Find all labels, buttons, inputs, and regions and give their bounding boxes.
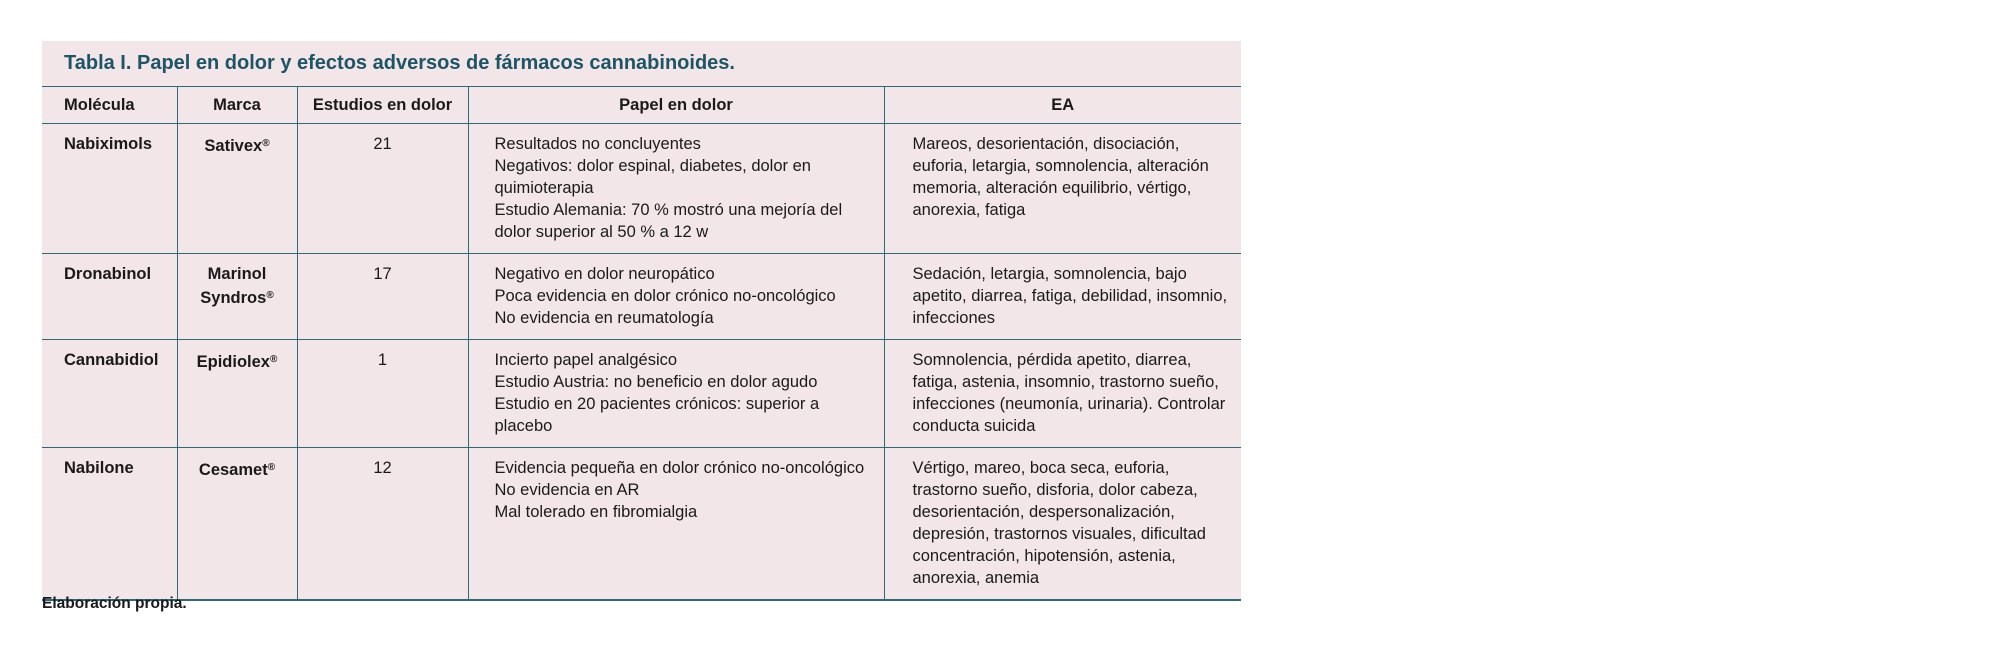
pain-role-item: Evidencia pequeña en dolor crónico no-oncológico	[494, 459, 865, 477]
pain-role-item: Mal tolerado en fibromialgia	[494, 503, 698, 521]
brand-name: Syndros®	[200, 289, 274, 307]
pain-role-item: No evidencia en AR	[494, 481, 640, 499]
brand-cell	[177, 448, 297, 600]
table-row	[42, 124, 1241, 254]
table-title: Tabla I. Papel en dolor y efectos adversos de fármacos cannabinoides.	[42, 41, 1241, 87]
brand-name: Cesamet®	[198, 461, 276, 479]
pain-role-item: Estudio en 20 pacientes crónicos: superior a placebo	[494, 395, 820, 435]
pain-role-cell	[468, 340, 884, 448]
pain-role-item: Negativos: dolor espinal, diabetes, dolor en quimioterapia	[494, 157, 811, 197]
pain-role-cell	[468, 124, 884, 254]
pain-role-item: No evidencia en reumatología	[494, 309, 714, 327]
molecule-cell: Nabiximols	[42, 124, 177, 254]
pain-role-cell	[468, 448, 884, 600]
brand-cell	[177, 124, 297, 254]
pain-role-item: Incierto papel analgésico	[494, 351, 678, 369]
header-role: Papel en dolor	[468, 87, 884, 124]
pain-role-item: Estudio Austria: no beneficio en dolor agudo	[494, 373, 818, 391]
header-row	[42, 87, 1241, 124]
header-studies: Estudios en dolor	[297, 87, 468, 124]
pain-role-item: Estudio Alemania: 70 % mostró una mejoría del dolor superior al 50 % a 12 w	[494, 201, 843, 241]
header-molecule: Molécula	[42, 87, 177, 124]
studies-count-cell: 17	[297, 254, 468, 340]
pain-role-item: Negativo en dolor neuropático	[494, 265, 715, 283]
molecule-cell: Cannabidiol	[42, 340, 177, 448]
table-row	[42, 254, 1241, 340]
adverse-effects-cell: Sedación, letargia, somnolencia, bajo apetito, diarrea, fatiga, debilidad, insomnio, infecciones	[884, 254, 1241, 340]
cannabinoid-table	[42, 87, 1241, 599]
pain-role-item: Resultados no concluyentes	[494, 135, 701, 153]
header-brand: Marca	[177, 87, 297, 124]
brand-name: Sativex®	[204, 137, 270, 155]
adverse-effects-cell: Somnolencia, pérdida apetito, diarrea, fatiga, astenia, insomnio, trastorno sueño, infecciones (neumonía, urinaria). Controlar conducta suicida	[884, 340, 1241, 448]
adverse-effects-cell: Mareos, desorientación, disociación, euforia, letargia, somnolencia, alteración memoria, alteración equilibrio, vértigo, anorexia, fatiga	[884, 124, 1241, 254]
table-row	[42, 448, 1241, 600]
table-container	[42, 41, 1241, 601]
brand-name: Epidiolex®	[196, 353, 278, 371]
brand-name: Marinol	[207, 265, 267, 283]
table-row	[42, 340, 1241, 448]
molecule-cell: Dronabinol	[42, 254, 177, 340]
footnote: Elaboración propia.	[42, 595, 187, 612]
brand-cell	[177, 340, 297, 448]
adverse-effects-cell: Vértigo, mareo, boca seca, euforia, trastorno sueño, disforia, dolor cabeza, desorientación, despersonalización, depresión, trastornos visuales, dificultad concentración, hipotensión, astenia, anorexia, anemia	[884, 448, 1241, 600]
studies-count-cell: 1	[297, 340, 468, 448]
pain-role-item: Poca evidencia en dolor crónico no-oncológico	[494, 287, 836, 305]
molecule-cell: Nabilone	[64, 459, 134, 477]
pain-role-cell	[468, 254, 884, 340]
studies-count-cell: 21	[297, 124, 468, 254]
table-body	[42, 124, 1241, 600]
header-ae: EA	[884, 87, 1241, 124]
studies-count-cell: 12	[297, 448, 468, 600]
brand-cell	[177, 254, 297, 340]
